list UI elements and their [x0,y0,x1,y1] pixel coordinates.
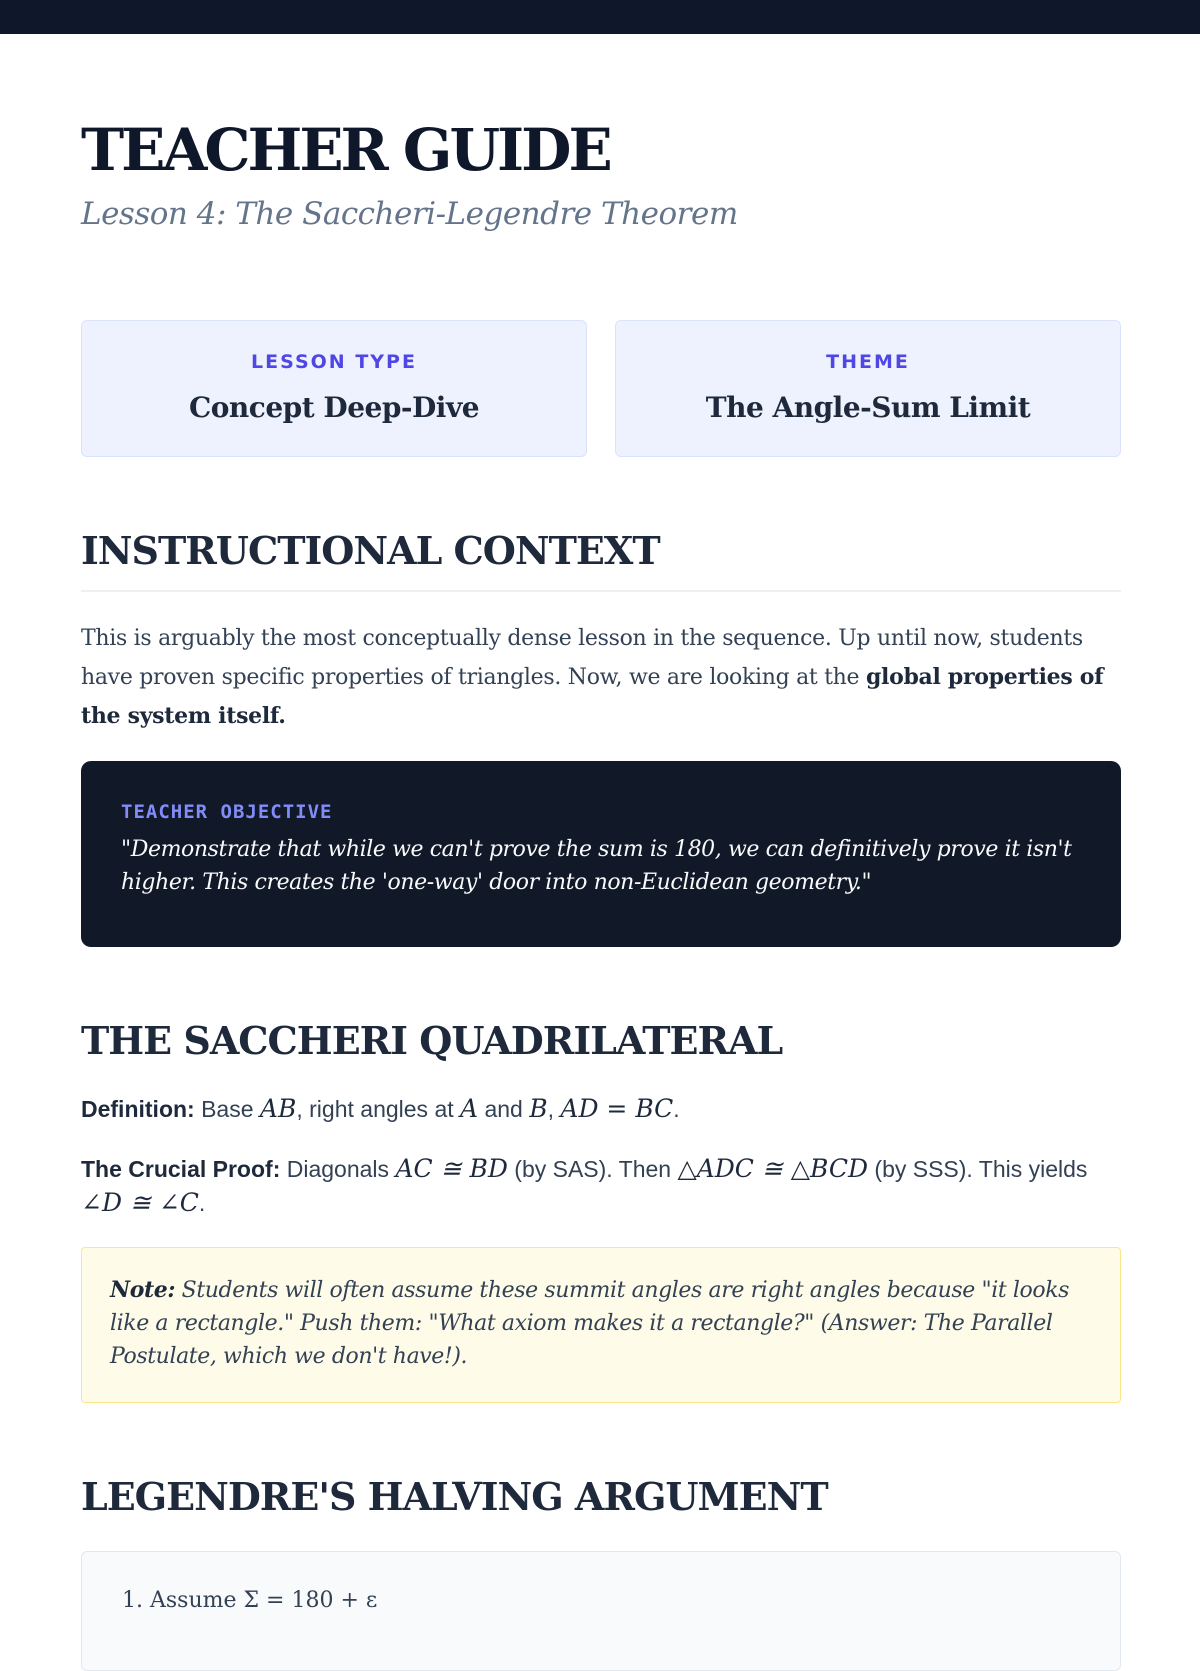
definition-label: Definition: [81,1096,195,1122]
theme-card [615,320,1121,457]
lesson-info-cards [81,320,1121,457]
top-bar [0,0,1200,34]
definition-line [81,1092,1121,1126]
legendre-heading: LEGENDRE'S HALVING ARGUMENT [81,1474,828,1519]
proof-text: . [198,1190,206,1216]
context-emphasis: global properties of the system itself. [81,664,1104,729]
definition-text: , [547,1096,561,1122]
math-ab: AB [259,1094,297,1123]
page-title: TEACHER GUIDE [81,116,610,184]
lesson-type-value: Concept Deep-Dive [188,391,480,424]
section-divider [81,590,1121,592]
definition-text: Base [194,1096,260,1122]
lesson-subtitle: Lesson 4: The Saccheri-Legendre Theorem [81,196,738,232]
proof-label: The Crucial Proof: [81,1156,281,1182]
saccheri-heading: THE SACCHERI QUADRILATERAL [81,1018,783,1063]
lesson-type-card [81,320,587,457]
math-triangles: △ADC ≅ △BCD [677,1154,869,1183]
math-b: B [529,1094,548,1123]
definition-text: , right angles at [296,1096,461,1122]
theme-value: The Angle-Sum Limit [705,391,1031,424]
definition-text: . [673,1096,680,1122]
proof-line [81,1152,1121,1220]
objective-text: "Demonstrate that while we can't prove the sum is 180, we can definitively prove it isn't higher. This creates the 'one-way' door into non-Euclidean geometry." [121,837,1072,895]
math-diagonals: AC ≅ BD [395,1154,508,1183]
proof-text: Diagonals [280,1156,396,1182]
proof-text: (by SAS). Then [507,1156,678,1182]
math-a: A [460,1094,479,1123]
note-text: Students will often assume these summit angles are right angles because "it looks like a rectangle." Push them: "What axiom makes it a rectangle?" (Answer: The Parallel Postulate, which we don't have!). [110,1278,1070,1369]
note-label: Note: [110,1277,176,1303]
context-paragraph [81,620,1121,736]
objective-label: TEACHER OBJECTIVE [121,801,333,823]
halving-steps-box [81,1551,1121,1671]
teacher-objective-callout [81,761,1121,947]
lesson-type-label: LESSON TYPE [251,351,417,373]
proof-text: (by SSS). This yields [868,1156,1088,1182]
note-callout [81,1247,1121,1403]
theme-label: THEME [826,351,910,373]
halving-step-1: 1. Assume Σ = 180 + ε [122,1588,378,1613]
instructional-context-heading: INSTRUCTIONAL CONTEXT [81,528,660,573]
math-ad-bc: AD = BC [560,1094,674,1123]
context-text: This is arguably the most conceptually dense lesson in the sequence. Up until now, students have proven specific properties of triangles. Now, we are looking at the [81,626,1083,690]
math-angles: ∠D ≅ ∠C [81,1188,199,1217]
definition-text: and [478,1096,530,1122]
